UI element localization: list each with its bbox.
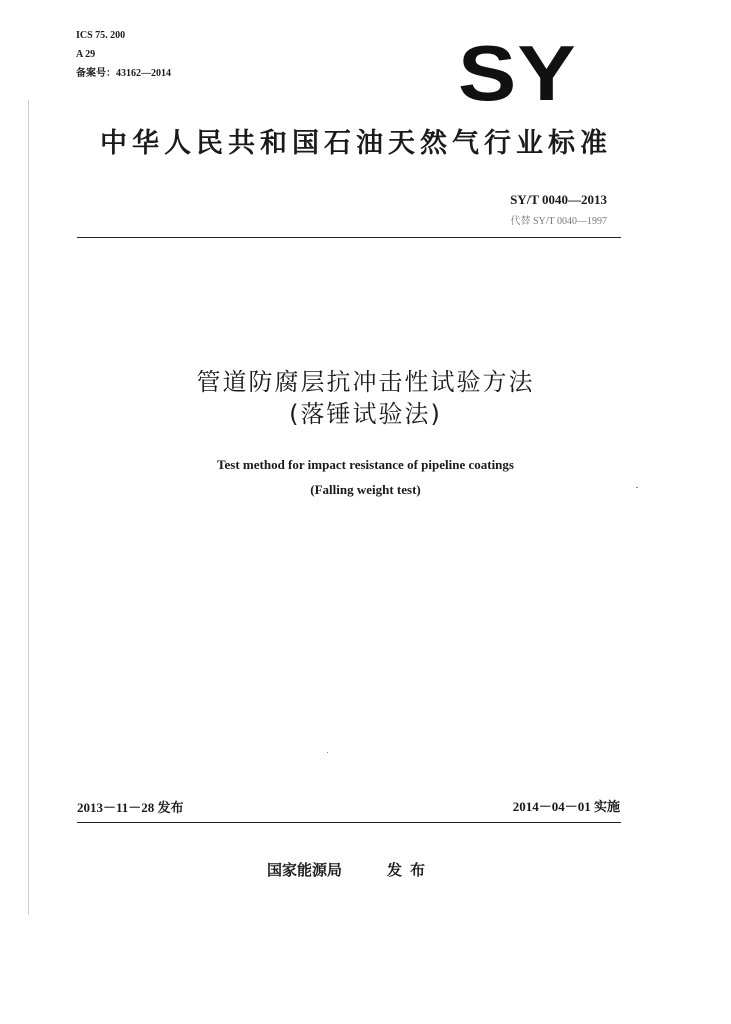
effective-date: 2014－04－01 实施 (512, 799, 620, 814)
english-title-line1: Test method for impact resistance of pipeline coatings (217, 457, 514, 472)
classification-block (76, 26, 171, 83)
sy-logo: SY (458, 29, 577, 117)
category-code: A 29 (76, 49, 96, 60)
chinese-title-line2: (落锤试验法) (289, 400, 442, 428)
issuing-authority: 国家能源局 (267, 861, 343, 879)
scan-edge-line (28, 100, 29, 915)
filing-number: 备案号：43162—2014 (76, 68, 171, 79)
release-date: 2013－11－28 发布 (77, 800, 184, 815)
scan-speck (636, 487, 638, 488)
replaces-standard: 代替 SY/T 0040—1997 (510, 216, 607, 227)
bottom-divider (77, 822, 621, 823)
ics-code: ICS 75. 200 (76, 30, 126, 41)
english-title-line2: (Falling weight test) (310, 482, 421, 497)
scan-speck (327, 752, 328, 753)
standard-code: SY/T 0040—2013 (510, 192, 607, 207)
issue-label: 发布 (387, 861, 434, 879)
top-divider (77, 237, 621, 238)
chinese-title-line1: 管道防腐层抗冲击性试验方法 (196, 368, 535, 396)
industry-standard-title: 中华人民共和国石油天然气行业标准 (100, 128, 612, 159)
